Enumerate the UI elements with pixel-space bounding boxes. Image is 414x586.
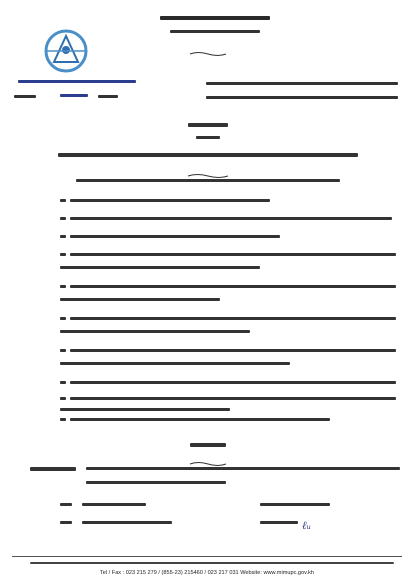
list-item: [60, 314, 400, 338]
list-item: [60, 232, 390, 242]
minister-line: [76, 176, 340, 186]
proclamation-title: [188, 120, 228, 130]
footer-contact: Tel / Fax : 023 215 279 / (855-23) 215460 / 023 217 031 Website: www.mimupc.gov.kh: [99, 570, 315, 576]
list-item: [60, 394, 400, 418]
subject-ornament: [186, 164, 230, 170]
decision-heading: [190, 440, 226, 450]
list-item: [60, 282, 400, 306]
solar-date: [206, 94, 398, 102]
motto-ornament: [188, 42, 228, 48]
reference-number: [14, 92, 134, 102]
list-item: [60, 346, 400, 370]
footer-address: [30, 560, 394, 568]
decision-ornament: [188, 452, 228, 458]
article-1: [30, 464, 400, 492]
kingdom-line: [160, 14, 270, 22]
handwritten-signature: ℓᵤ: [302, 519, 311, 532]
proclamation-subtitle: [196, 134, 220, 142]
footer-rule: [12, 556, 402, 557]
list-item: [60, 196, 390, 206]
list-item: [60, 416, 400, 426]
considerations-list: [60, 194, 400, 424]
motto-line: [170, 28, 260, 36]
member-row: [60, 500, 400, 510]
list-item: [60, 378, 400, 388]
ministry-logo-icon: [38, 28, 94, 74]
list-item: [60, 250, 400, 274]
member-row: [60, 518, 400, 528]
ministry-name: [18, 78, 138, 86]
lunar-date: [206, 80, 398, 88]
list-item: [60, 214, 390, 224]
proclamation-subject: [58, 150, 358, 160]
